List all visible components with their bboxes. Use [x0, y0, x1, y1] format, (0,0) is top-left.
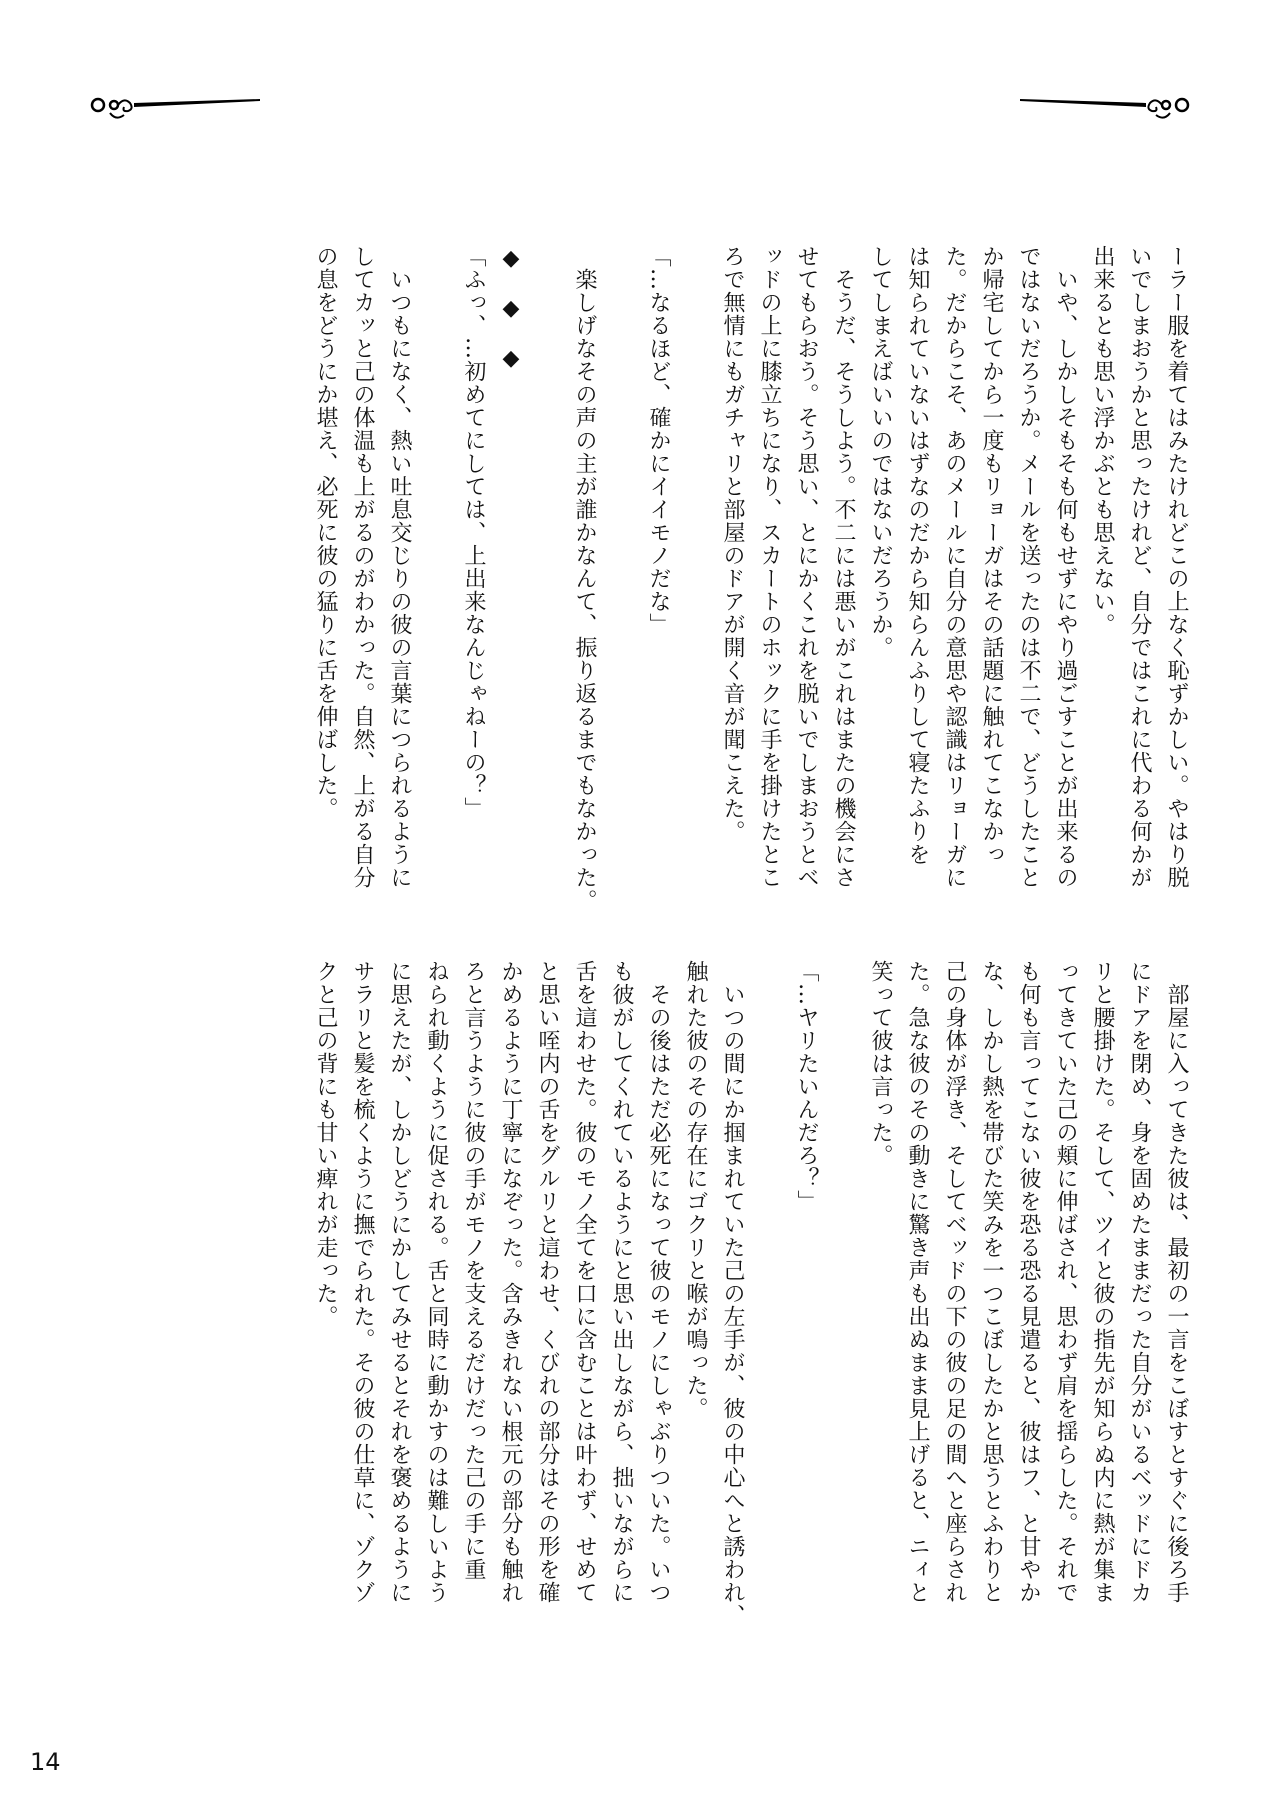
text-column: ッドの上に膝立ちになり、スカートのホックに手を掛けたとこ [757, 245, 782, 889]
text-column: かめるように丁寧になぞった。含みきれない根元の部分も触れ [498, 960, 523, 1604]
text-column: た。だからこそ、あのメールに自分の意思や認識はリョーガに [942, 245, 967, 889]
text-column: その後はただ必死になって彼のモノにしゃぶりついた。いつ [646, 960, 671, 1604]
text-column: 己の身体が浮き、そしてベッドの下の彼の足の間へと座らされ [942, 960, 967, 1604]
text-column: してカッと己の体温も上がるのがわかった。自然、上がる自分 [350, 245, 375, 889]
text-column: ねられ動くように促される。舌と同時に動かすのは難しいよう [424, 960, 449, 1604]
text-column: 楽しげなその声の主が誰かなんて、振り返るまでもなかった。 [572, 245, 597, 912]
text-column: サラリと髪を梳くように撫でられた。その彼の仕草に、ゾクゾ [350, 960, 375, 1604]
text-column: も彼がしてくれているようにと思い出しながら、拙いながらに [609, 960, 634, 1604]
corner-ornament-right-icon [1020, 95, 1190, 125]
text-column: は知られていないはずなのだから知らんふりして寝たふりを [905, 245, 930, 866]
text-column: 出来るとも思い浮かぶとも思えない。 [1090, 245, 1115, 636]
text-column: いや、しかしそもそも何もせずにやり過ごすことが出来るの [1053, 245, 1078, 889]
text-column: せてもらおう。そう思い、とにかくこれを脱いでしまおうとベ [794, 245, 819, 889]
text-column: リと腰掛けた。そして、ツイと彼の指先が知らぬ内に熱が集ま [1090, 960, 1115, 1604]
bottom-text-block [307, 960, 1195, 1627]
text-column: ろで無情にもガチャリと部屋のドアが開く音が聞こえた。 [720, 245, 745, 843]
text-column: ってきていた己の頬に伸ばされ、思わず肩を揺らした。それで [1053, 960, 1078, 1604]
text-column: してしまえばいいのではないだろうか。 [868, 245, 893, 659]
text-column: か帰宅してから一度もリョーガはその話題に触れてこなかっ [979, 245, 1004, 866]
text-column: も何も言ってこない彼を恐る恐る見遣ると、彼はフ、と甘やか [1016, 960, 1041, 1604]
page-number: 14 [30, 1748, 61, 1776]
text-column: いでしまおうかと思ったけれど、自分ではこれに代わる何かが [1127, 245, 1152, 889]
text-column: そうだ、そうしよう。不二には悪いがこれはまたの機会にさ [831, 245, 856, 889]
text-column: 「…ヤリたいんだろ？」 [794, 960, 819, 1213]
text-column: いつの間にか掴まれていた己の左手が、彼の中心へと誘われ、 [720, 960, 745, 1627]
text-column: に思えたが、しかしどうにかしてみせるとそれを褒めるように [387, 960, 412, 1604]
text-column: いつもになく、熱い吐息交じりの彼の言葉につられるように [387, 245, 412, 889]
text-column: 部屋に入ってきた彼は、最初の一言をこぼすとすぐに後ろ手 [1164, 960, 1189, 1604]
text-column: た。急な彼のその動きに驚き声も出ぬまま見上げると、ニィと [905, 960, 930, 1604]
text-column: の息をどうにか堪え、必死に彼の猛りに舌を伸ばした。 [313, 245, 338, 820]
text-column: 「…なるほど、確かにイイモノだな」 [646, 245, 671, 636]
text-column: ろと言うように彼の手がモノを支えるだけだった己の手に重 [461, 960, 486, 1581]
text-column: 笑って彼は言った。 [868, 960, 893, 1167]
text-column: ではないだろうか。メールを送ったのは不二で、どうしたこと [1016, 245, 1041, 889]
text-column: 舌を這わせた。彼のモノ全てを口に含むことは叶わず、せめて [572, 960, 597, 1604]
text-column: 「ふっ、…初めてにしては、上出来なんじゃねーの？」 [461, 245, 486, 820]
text-column: な、しかし熱を帯びた笑みを一つこぼしたかと思うとふわりと [979, 960, 1004, 1604]
text-column: と思い咥内の舌をグルリと這わせ、くびれの部分はその形を確 [535, 960, 560, 1604]
text-column: ーラー服を着てはみたけれどこの上なく恥ずかしい。やはり脱 [1164, 245, 1189, 889]
corner-ornament-left-icon [90, 95, 260, 125]
text-column: にドアを閉め、身を固めたままだった自分がいるベッドにドカ [1127, 960, 1152, 1604]
section-divider: ◆ ◆ ◆ [498, 245, 524, 372]
top-text-block [307, 245, 1195, 912]
text-column: 触れた彼のその存在にゴクリと喉が鳴った。 [683, 960, 708, 1420]
text-column: クと己の背にも甘い痺れが走った。 [313, 960, 338, 1328]
